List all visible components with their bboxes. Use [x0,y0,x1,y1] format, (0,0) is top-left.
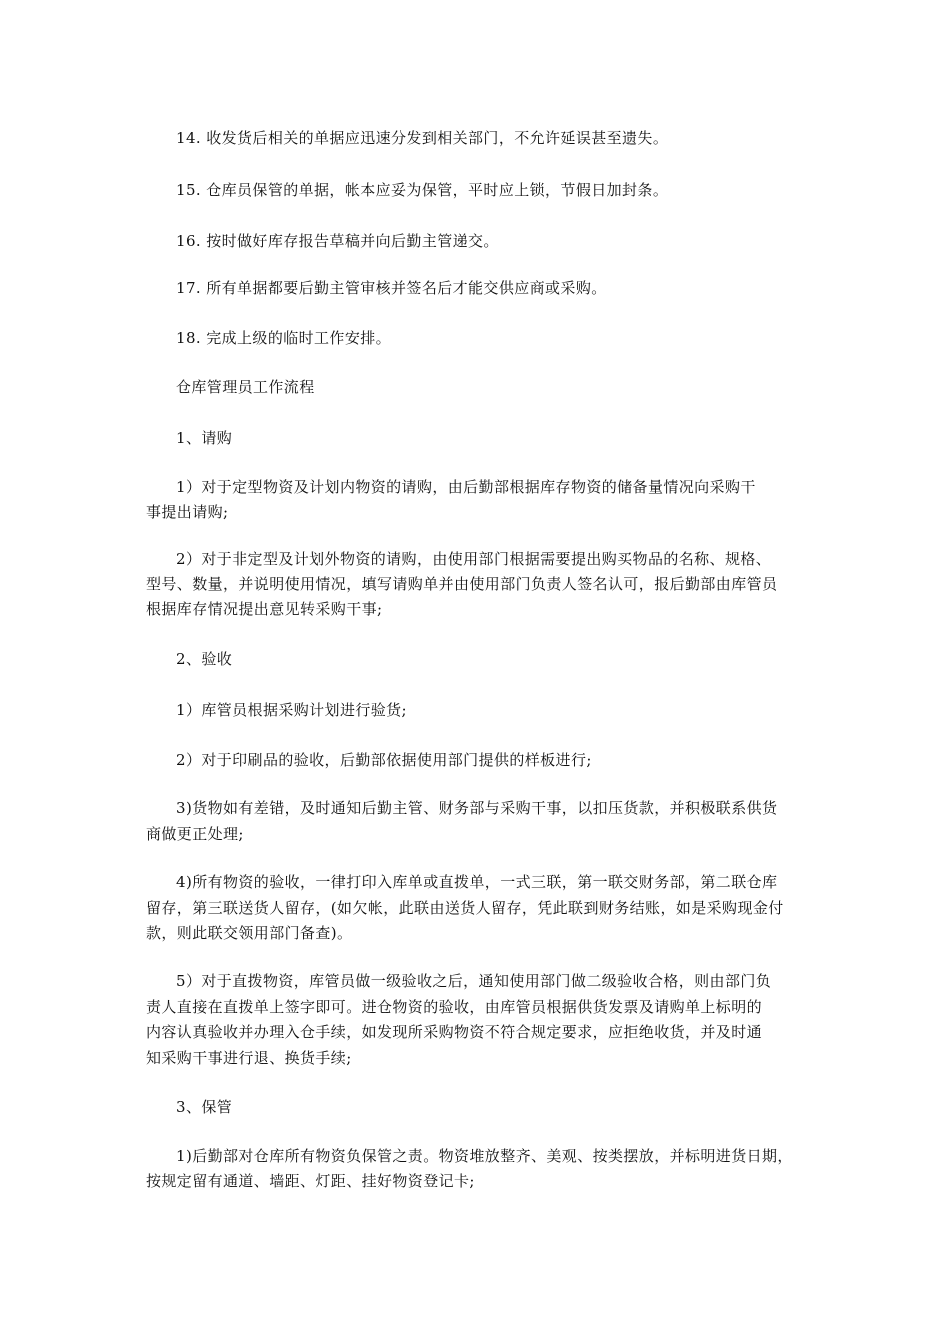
rule-14: 14. 收发货后相关的单据应迅速分发到相关部门，不允许延误甚至遗失。 [176,129,669,147]
paragraph-line: 知采购干事进行退、换货手续; [146,1049,352,1067]
paragraph-line: 型号、数量，并说明使用情况，填写请购单并由使用部门负责人签名认可，报后勤部由库管员 [146,575,778,593]
rule-15: 15. 仓库员保管的单据，帐本应妥为保管，平时应上锁，节假日加封条。 [176,181,669,199]
paragraph-line: 根据库存情况提出意见转采购干事; [146,600,383,618]
rule-18: 18. 完成上级的临时工作安排。 [176,329,392,347]
paragraph-line: 内容认真验收并办理入仓手续，如发现所采购物资不符合规定要求，应拒绝收货，并及时通 [146,1023,763,1041]
paragraph-line: 1)后勤部对仓库所有物资负保管之责。物资堆放整齐、美观、按类摆放，并标明进货日期， [176,1147,793,1165]
paragraph-line: 2）对于印刷品的验收，后勤部依据使用部门提供的样板进行; [176,751,592,769]
paragraph-line: 1）对于定型物资及计划内物资的请购，由后勤部根据库存物资的储备量情况向采购干 [176,478,756,496]
paragraph-line: 3)货物如有差错，及时通知后勤主管、财务部与采购干事，以扣压货款，并积极联系供货 [176,799,778,817]
paragraph-line: 按规定留有通道、墙距、灯距、挂好物资登记卡; [146,1172,475,1190]
rule-17: 17. 所有单据都要后勤主管审核并签名后才能交供应商或采购。 [176,279,607,297]
paragraph-line: 1）库管员根据采购计划进行验货; [176,701,407,719]
paragraph-line: 2）对于非定型及计划外物资的请购，由使用部门根据需要提出购买物品的名称、规格、 [176,550,772,568]
paragraph-line: 4)所有物资的验收，一律打印入库单或直拨单，一式三联，第一联交财务部，第二联仓库 [176,873,778,891]
paragraph-line: 5）对于直拨物资，库管员做一级验收之后，通知使用部门做二级验收合格，则由部门负 [176,972,772,990]
heading-storage: 3、保管 [176,1098,233,1116]
paragraph-line: 责人直接在直拨单上签字即可。进仓物资的验收，由库管员根据供货发票及请购单上标明的 [146,998,763,1016]
heading-acceptance: 2、验收 [176,650,233,668]
paragraph-line: 商做更正处理; [146,825,244,843]
section-title: 仓库管理员工作流程 [176,378,315,396]
heading-purchase-request: 1、请购 [176,429,233,447]
rule-16: 16. 按时做好库存报告草稿并向后勤主管递交。 [176,232,499,250]
paragraph-line: 款，则此联交领用部门备查)。 [146,924,353,942]
paragraph-line: 留存，第三联送货人留存，(如欠帐，此联由送货人留存，凭此联到财务结账，如是采购现金付 [146,899,784,917]
paragraph-line: 事提出请购; [146,503,229,521]
